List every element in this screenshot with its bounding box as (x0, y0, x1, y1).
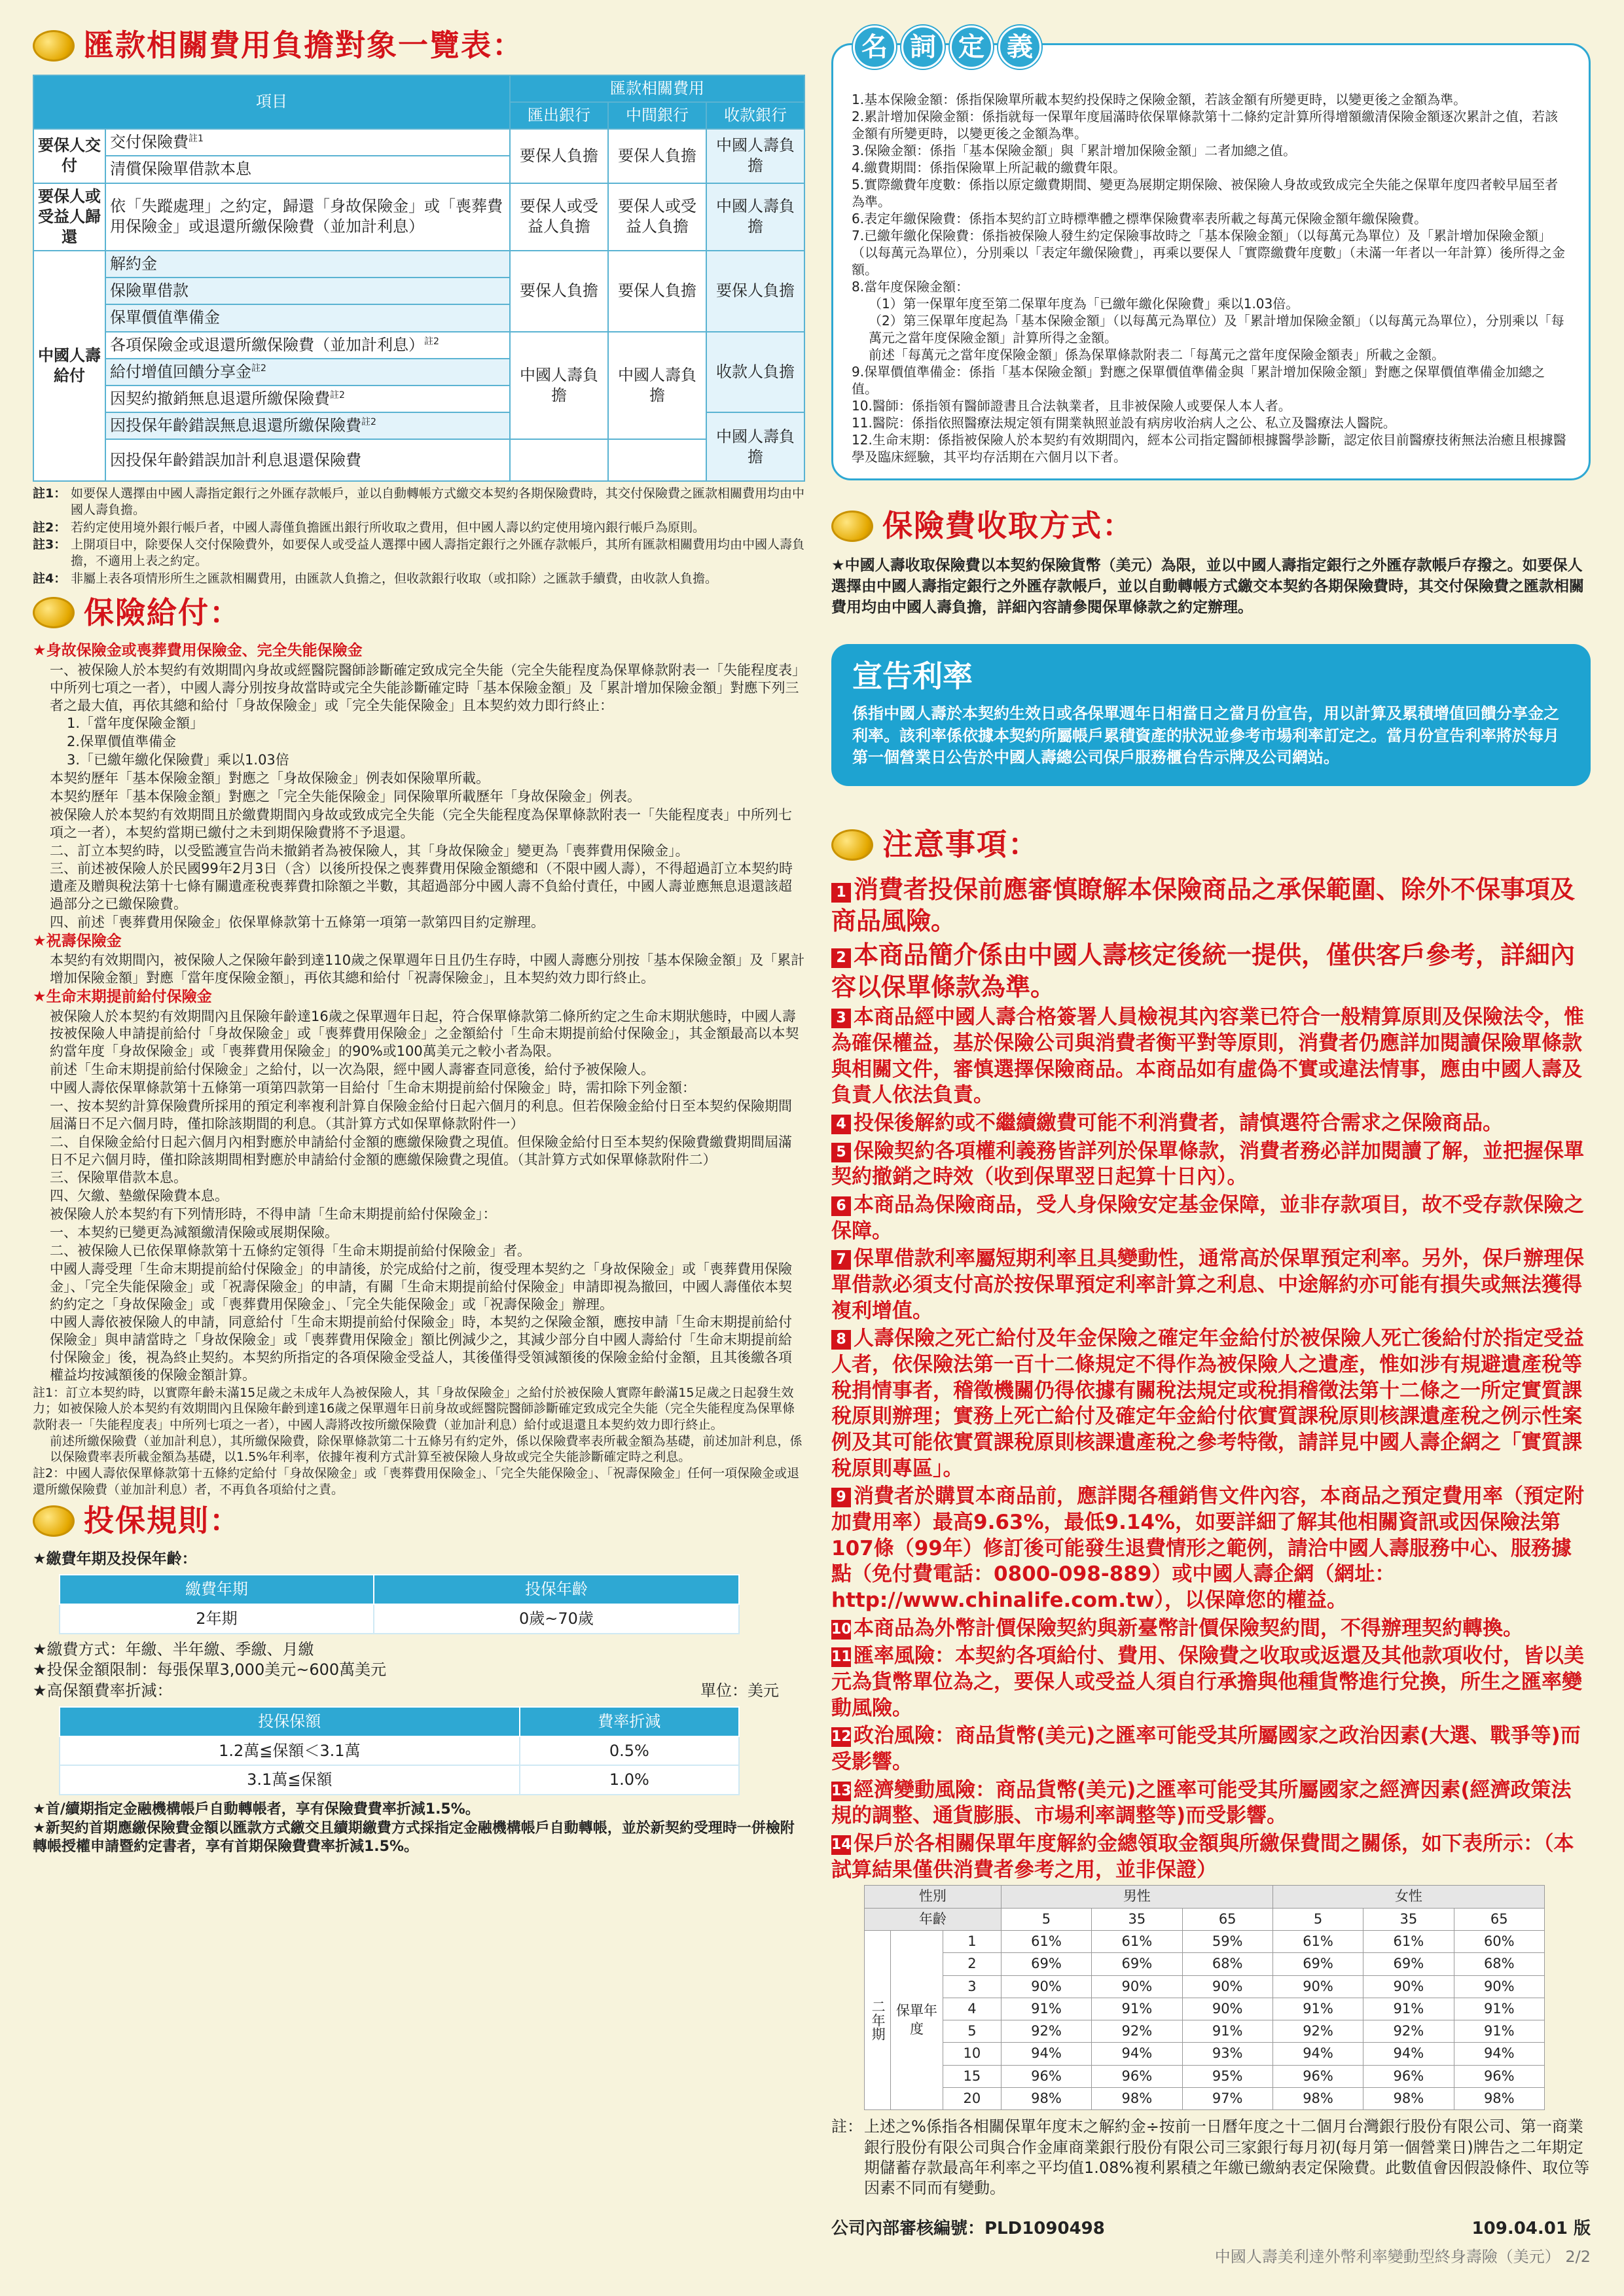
fee-cell (510, 439, 608, 481)
ratio-cell: 69% (1001, 1953, 1091, 1975)
ratio-cell: 94% (1272, 2043, 1363, 2065)
fee-collect-header (831, 507, 1591, 546)
discount-table-cell: 3.1萬≦保額 (60, 1765, 520, 1795)
benefit-body (33, 641, 805, 1498)
fee-head-col: 匯出銀行 (510, 102, 608, 129)
benefit-subtitle: ★祝壽保險金 (33, 932, 122, 950)
benefit-line: 本契約有效期間內，被保險人之保險年齡到達110歲之保單週年日且仍生存時，中國人壽應分別按「基本保險金額」及「累計增加保險金額」對應「當年度保險金額」，再依其總和給付「祝壽保險金」，且本契約效力即行終止。 (50, 952, 805, 986)
ratio-cell: 15 (943, 2065, 1001, 2087)
ratio-cell: 90% (1001, 1975, 1091, 1998)
invest-line: ★高保額費率折減： 單位：美元 (33, 1681, 779, 1700)
ratio-cell: 91% (1272, 1998, 1363, 2020)
ratio-cell: 90% (1363, 1975, 1454, 1998)
definition-item: 11.醫院：係指依照醫療法規定領有開業執照並設有病房收治病人之公、私立及醫療法人醫院。 (852, 415, 1396, 431)
benefit-line: 一、被保險人於本契約有效期間內身故或經醫院醫師診斷確定致成完全失能（完全失能程度為保單條款附表一「失能程度表」中所列七項之一者），中國人壽分別按身故當時或完全失能診斷確定時「基本保險金額」及「累計增加保險金額」對應下列三者之最大值，再依其總和給付「身故保險金」或「完全失能保險金」且本契約效力即行終止： (50, 662, 799, 713)
fee-cell: 要保人負擔 (608, 129, 706, 183)
benefit-line: 被保險人於本契約有效期間內且保險年齡達16歲之保單週年日起，符合保單條款第二條所約定之生命末期狀態時，中國人壽按被保險人申請提前給付「身故保險金」或「喪葬費用保險金」之金額給付「生命末期提前給付保險金」，其金額最高以本契約當年度「身故保險金」或「喪葬費用保險金」的90%或100萬美元之較小者為限。 (50, 1008, 799, 1060)
ratio-cell: 96% (1363, 2065, 1454, 2087)
number-badge: 10 (831, 1620, 851, 1640)
ratio-side: 保單年度 (891, 1931, 943, 2110)
fee-cell: 收款人負擔 (706, 332, 804, 413)
invest-line: ★首/續期指定金融機構帳戶自動轉帳者，享有保險費費率折減1.5%。 (33, 1801, 480, 1818)
ratio-cell: 61% (1363, 1931, 1454, 1953)
ratio-cell: 5 (943, 2020, 1001, 2043)
definition-item: 8.當年度保險金額： (852, 279, 969, 295)
benefit-header (33, 594, 805, 633)
ratio-cell: 3 (943, 1975, 1001, 1998)
fee-row-item: 因投保年齡錯誤加計利息退還保險費 (105, 439, 510, 481)
ratio-cell: 98% (1454, 2088, 1544, 2110)
invest-line: ★新契約首期應繳保險費金額以匯款方式繳交且續期繳費方式採指定金融機構帳戶自動轉帳，並於新契約受理時一併檢附轉帳授權申請暨約定書者，享有首期保險費費率折減1.5%。 (33, 1820, 795, 1856)
discount-table-cell: 1.2萬≦保額＜3.1萬 (60, 1736, 520, 1766)
definition-item: 2.累計增加保險金額：係指就每一保單年度屆滿時依保單條款第十二條約定計算所得增額繳清保險金額逐次累計之值，若該金額有所變更時，以變更後之金額為準。 (852, 109, 1559, 141)
definition-tag-char: 義 (998, 26, 1041, 69)
ratio-cell: 97% (1182, 2088, 1272, 2110)
fee-head-col: 收款銀行 (706, 102, 804, 129)
ratio-cell: 20 (943, 2088, 1001, 2110)
ratio-head: 女性 (1272, 1886, 1544, 1908)
number-badge: 6 (831, 1196, 851, 1216)
fee-cell: 中國人壽負擔 (706, 183, 804, 251)
definition-tag-char: 名 (853, 26, 896, 69)
ratio-cell: 90% (1454, 1975, 1544, 1998)
fee-row-label: 要保人或受益人歸還 (33, 183, 105, 251)
coin-icon (33, 30, 75, 62)
caution-item: 2 本商品簡介係由中國人壽核定後統一提供，僅供客戶參考，詳細內容以保單條款為準。 (831, 940, 1576, 1001)
ratio-cell: 91% (1092, 1998, 1182, 2020)
caution-item: 7 保單借款利率屬短期利率且具變動性，通常高於保單預定利率。另外，保戶辦理保單借款必須支付高於按保單預定利率計算之利息、中途解約亦可能有損失或無法獲得複利增值。 (831, 1247, 1584, 1323)
fee-head-item: 項目 (33, 75, 510, 129)
fee-note: 註1： 如要保人選擇由中國人壽指定銀行之外匯存款帳戶，並以自動轉帳方式繳交本契約各期保險費時，其交付保險費之匯款相關費用均由中國人壽負擔。 (33, 486, 805, 518)
ratio-cell: 90% (1182, 1975, 1272, 1998)
age-table-cell: 0歲~70歲 (374, 1604, 739, 1634)
benefit-line: 一、按本契約計算保險費所採用的預定利率複利計算自保險金給付日起六個月的利息。但若保險金給付日至本契約保險期間屆滿日不足六個月時，僅扣除該期間的利息。（其計算方式如保單條款附件一） (50, 1098, 792, 1132)
number-badge: 7 (831, 1250, 851, 1270)
caution-item: 9 消費者於購買本商品前，應詳閱各種銷售文件內容，本商品之預定費用率（預定附加費用率）最高9.63%，最低9.14%，如要詳細了解其他相關資訊或因保險法第107條（99年）修訂後可能發生退費情形之範例，請洽中國人壽服務中心、服務據點（免付費電話：0800-098-889）或中國人壽企網（網址：http://www.chinalife.com.tw），以保障您的權益。 (831, 1484, 1584, 1613)
benefit-line: 被保險人於本契約有下列情形時，不得申請「生命末期提前給付保險金」： (50, 1206, 497, 1223)
benefit-line: 1.「當年度保險金額」 (67, 715, 204, 732)
benefit-note: 註2：中國人壽依保單條款第十五條約定給付「身故保險金」或「喪葬費用保險金」、「完全失能保險金」、「祝壽保險金」任何一項保險金或退還所繳保險費（並加計利息）者，不再負各項給付之責。 (33, 1466, 800, 1497)
age-table (59, 1574, 740, 1634)
definition-item: 6.表定年繳保險費：係指本契約訂立時標準體之標準保險費率表所載之每萬元保險金額年繳保險費。 (852, 211, 1428, 226)
benefit-line: 二、訂立本契約時，以受監護宣告尚未撤銷者為被保險人，其「身故保險金」變更為「喪葬費用保險金」。 (50, 842, 689, 859)
caution-item: 12 政治風險：商品貨幣(美元)之匯率可能受其所屬國家之政治因素(大選、戰爭等)而受影響。 (831, 1724, 1581, 1774)
benefit-line: 中國人壽依保單條款第十五條第一項第四款第一目給付「生命末期提前給付保險金」時，需扣除下列金額： (50, 1080, 696, 1096)
ratio-cell: 94% (1363, 2043, 1454, 2065)
ratio-cell: 92% (1092, 2020, 1182, 2043)
ratio-cell: 59% (1182, 1931, 1272, 1953)
ratio-head: 性別 (865, 1886, 1001, 1908)
number-badge: 4 (831, 1115, 851, 1134)
fee-row-label: 要保人交付 (33, 129, 105, 183)
surrender-ratio-table (864, 1885, 1545, 2110)
ratio-cell: 96% (1092, 2065, 1182, 2087)
fee-section-title: 匯款相關費用負擔對象一覽表： (84, 27, 524, 63)
fee-cell (608, 439, 706, 481)
ratio-age: 65 (1182, 1908, 1272, 1930)
fee-cell: 中國人壽負擔 (608, 332, 706, 440)
definition-item: 5.實際繳費年度數：係指以原定繳費期間、變更為展期定期保險、被保險人身故或致成完全失能之保單年度四者較早屆至者為準。 (852, 177, 1559, 209)
ratio-cell: 98% (1001, 2088, 1091, 2110)
coin-icon (33, 597, 75, 628)
ratio-age: 65 (1454, 1908, 1544, 1930)
benefit-line: 四、欠繳、墊繳保險費本息。 (50, 1188, 228, 1204)
definition-item: 10.醫師：係指領有醫師證書且合法執業者，且非被保險人或要保人本人者。 (852, 398, 1291, 414)
number-badge: 9 (831, 1488, 851, 1507)
ratio-cell: 68% (1182, 1953, 1272, 1975)
ratio-age: 35 (1363, 1908, 1454, 1930)
ratio-head: 年齡 (865, 1908, 1001, 1930)
ratio-cell: 95% (1182, 2065, 1272, 2087)
ratio-cell: 92% (1363, 2020, 1454, 2043)
definition-item: 4.繳費期間：係指保險單上所記載的繳費年限。 (852, 160, 1127, 175)
ratio-cell: 96% (1001, 2065, 1091, 2087)
coin-icon (831, 511, 873, 542)
fee-row-item: 因投保年齡錯誤無息退還所繳保險費$^{註2}$ (105, 412, 510, 439)
coin-icon (33, 1505, 75, 1537)
ratio-side: 二年期 (865, 1931, 891, 2110)
fee-cell: 要保人或受益人負擔 (510, 183, 608, 251)
caution-item: 8 人壽保險之死亡給付及年金保險之確定年金給付於被保險人死亡後給付於指定受益人者，依保險法第一百十二條規定不得作為被保險人之遺產，惟如涉有規避遺產稅等稅捐情事者，稽徵機關仍得依據有關稅法規定或稅捐稽徵法第十二條之一所定實質課稅原則辦理；實務上死亡給付及確定年金給付依實質課稅原則核課遺產稅之例示性案例及其可能依實質課稅原則核課遺產稅之參考特徵，請詳見中國人壽企網之「實質課稅原則專區」。 (831, 1327, 1584, 1480)
fee-row-item: 清償保險單借款本息 (105, 156, 510, 183)
caution-item: 4 投保後解約或不繼續繳費可能不利消費者，請慎選符合需求之保險商品。 (831, 1111, 1591, 1137)
fee-cell: 要保人負擔 (510, 129, 608, 183)
definition-item: 9.保單價值準備金：係指「基本保險金額」對應之保單價值準備金與「累計增加保險金額」對應之保單價值準備金加總之值。 (852, 364, 1545, 397)
benefit-line: 二、自保險金給付日起六個月內相對應於申請給付金額的應繳保險費之現值。但保險金給付日至本契約保險費繳費期間屆滿日不足六個月時，僅扣除該期間相對應於申請給付金額的應繳保險費之現值。（其計算方式如保單條款附件二） (50, 1134, 792, 1168)
fee-collect-text: ★中國人壽收取保險費以本契約保險貨幣（美元）為限，並以中國人壽指定銀行之外匯存款帳戶存撥之。如要保人選擇由中國人壽指定銀行之外匯存款帳戶，並以自動轉帳方式繳交本契約各期保險費時，其交付保險費之匯款相關費用均由中國人壽負擔，詳細內容請參閱保單條款之約定辦理。 (831, 556, 1584, 617)
declared-rate-title: 宣告利率 (852, 658, 973, 694)
age-table-head: 投保年齡 (374, 1575, 739, 1604)
ratio-cell: 69% (1363, 1953, 1454, 1975)
number-badge: 11 (831, 1647, 851, 1667)
benefit-line: 中國人壽依被保險人的申請，同意給付「生命末期提前給付保險金」時，本契約之保險金額，應按申請「生命末期提前給付保險金」與申請當時之「身故保險金」或「喪葬費用保險金」額比例減少之，其減少部分自中國人壽給付「生命末期提前給付保險金」後，視為終止契約。本契約所指定的各項保險金受益人，其後僅得受領減額後的保險金給付金額，且其後繳各項權益均按減額後的保險金額計算。 (50, 1314, 792, 1384)
fee-table (33, 75, 805, 482)
declared-rate-box (831, 644, 1591, 786)
fee-head-col: 中間銀行 (608, 102, 706, 129)
benefit-line: 本契約歷年「基本保險金額」對應之「身故保險金」例表如保險單所載。 (50, 770, 490, 787)
ratio-cell: 61% (1001, 1931, 1091, 1953)
caution-item: 1 消費者投保前應審慎瞭解本保險商品之承保範圍、除外不保事項及商品風險。 (831, 874, 1576, 936)
invest-header (33, 1501, 805, 1541)
ratio-cell: 69% (1272, 1953, 1363, 1975)
fee-note: 註3： 上開項目中，除要保人交付保險費外，如要保人或受益人選擇中國人壽指定銀行之外匯存款帳戶，其所有匯款相關費用均由中國人壽負擔，不適用上表之約定。 (33, 537, 805, 569)
fee-notes (33, 486, 805, 586)
ratio-cell: 68% (1454, 1953, 1544, 1975)
ratio-cell: 91% (1454, 1998, 1544, 2020)
invest-line: ★投保金額限制：每張保單3,000美元~600萬美元 (33, 1660, 387, 1679)
fee-collect-title: 保險費收取方式： (882, 508, 1134, 543)
ratio-age: 5 (1272, 1908, 1363, 1930)
ratio-cell: 92% (1272, 2020, 1363, 2043)
ratio-age: 35 (1092, 1908, 1182, 1930)
invest-line: ★繳費方式：年繳、半年繳、季繳、月繳 (33, 1640, 314, 1659)
fee-cell: 要保人負擔 (510, 251, 608, 332)
definition-item: 12.生命末期：係指被保險人於本契約有效期間內，經本公司指定醫師根據醫學診斷，認定依目前醫療技術無法治癒且根據醫學及臨床經驗，其平均存活期在六個月以下者。 (852, 432, 1566, 465)
number-badge: 2 (831, 948, 851, 968)
benefit-line: 四、前述「喪葬費用保險金」依保單條款第十五條第一項第一款第四目約定辦理。 (50, 914, 545, 931)
invest-title: 投保規則： (84, 1503, 241, 1539)
caution-header (831, 825, 1591, 865)
fee-head-group: 匯款相關費用 (510, 75, 804, 102)
number-badge: 13 (831, 1782, 851, 1801)
ratio-head: 男性 (1001, 1886, 1272, 1908)
fee-row-item: 因契約撤銷無息退還所繳保險費$^{註2}$ (105, 386, 510, 412)
benefit-line: 被保險人於本契約有效期間且於繳費期間內身故或致成完全失能（完全失能程度為保單條款附表一「失能程度表」中所列七項之一者），本契約當期已繳付之未到期保險費將不予退還。 (50, 806, 792, 840)
caution-item: 3 本商品經中國人壽合格簽署人員檢視其內容業已符合一般精算原則及保險法令，惟為確保權益，基於保險公司與消費者衡平對等原則，消費者仍應詳加閱讀保險單條款與相關文件，審慎選擇保險商品。本商品如有虛偽不實或違法情事，應由中國人壽及負責人依法負責。 (831, 1005, 1584, 1107)
ratio-cell: 4 (943, 1998, 1001, 2020)
right-column (831, 20, 1591, 2267)
ratio-cell: 69% (1092, 1953, 1182, 1975)
caution-item: 14 保戶於各相關保單年度解約金總領取金額與所繳保費間之關係，如下表所示：（本試算結果僅供消費者參考之用，並非保證） (831, 1832, 1574, 1882)
benefit-line: 本契約歷年「基本保險金額」對應之「完全失能保險金」同保險單所載歷年「身故保險金」例表。 (50, 788, 641, 804)
caution-title: 注意事項： (882, 826, 1039, 862)
ratio-age: 5 (1001, 1908, 1091, 1930)
ratio-cell: 94% (1454, 2043, 1544, 2065)
number-badge: 8 (831, 1330, 851, 1350)
definition-item: 前述「每萬元之當年度保險金額」係為保單條款附表二「每萬元之當年度保險金額表」所載之金額。 (869, 347, 1445, 363)
ratio-cell: 91% (1001, 1998, 1091, 2020)
footer-codes (831, 2218, 1591, 2240)
ratio-cell: 61% (1092, 1931, 1182, 1953)
benefit-note: 註1：訂立本契約時，以實際年齡未滿15足歲之未成年人為被保險人，其「身故保險金」之給付於被保險人實際年齡滿15足歲之日起發生效力；如被保險人於本契約有效期間內且保險年齡到達16歲之保單週年日前身故或經醫院醫師診斷確定致成完全失能（完全失能程度為保單條款附表一「失能程度表」中所列七項之一者），中國人壽將改按所繳保險費（並加計利息）給付或退還且本契約效力即行終止。 (33, 1385, 795, 1432)
benefit-line: 3.「已繳年繳化保險費」乘以1.03倍 (67, 752, 289, 768)
benefit-subtitle: ★生命末期提前給付保險金 (33, 988, 212, 1006)
caution-item: 5 保險契約各項權利義務皆詳列於保單條款，消費者務必詳加閱讀了解，並把握保單契約撤銷之時效（收到保單翌日起算十日內）。 (831, 1139, 1584, 1189)
ratio-cell: 1 (943, 1931, 1001, 1953)
ratio-cell: 91% (1454, 2020, 1544, 2043)
ratio-footnote: 註： 上述之%係指各相關保單年度末之解約金÷按前一日曆年度之十二個月台灣銀行股份有限公司、第一商業銀行股份有限公司與合作金庫商業銀行股份有限公司三家銀行每月初(每月第一個營業日)牌告之二年期定期儲蓄存款最高年利率之平均值1.08%複利累積之年繳已繳納表定保險費。此數值會因假設條件、取位等因素不同而有變動。 (831, 2117, 1590, 2197)
discount-table-head: 投保保額 (60, 1707, 520, 1736)
ratio-cell: 90% (1182, 1998, 1272, 2020)
caution-item: 10 本商品為外幣計價保險契約與新臺幣計價保險契約間，不得辦理契約轉換。 (831, 1616, 1523, 1640)
discount-table-cell: 0.5% (520, 1736, 739, 1766)
ratio-cell: 91% (1182, 2020, 1272, 2043)
ratio-cell: 90% (1092, 1975, 1182, 1998)
fee-cell: 要保人負擔 (706, 251, 804, 332)
number-badge: 5 (831, 1143, 851, 1162)
fee-row-item: 交付保險費$^{註1}$ (105, 129, 510, 156)
caution-list (831, 874, 1591, 1884)
ratio-cell: 94% (1092, 2043, 1182, 2065)
ratio-cell: 98% (1363, 2088, 1454, 2110)
benefit-line: 2.保單價值準備金 (67, 734, 177, 750)
definition-box (831, 32, 1591, 480)
definition-item: （2）第三保單年度起為「基本保險金額」（以每萬元為單位）及「累計增加保險金額」（以每萬元為單位），分別乘以「每萬元之當年度保險金額」計算所得之金額。 (869, 313, 1564, 346)
number-badge: 12 (831, 1727, 851, 1747)
definition-item: 1.基本保險金額：係指保險單所載本契約投保時之保險金額，若該金額有所變更時，以變更後之金額為準。 (852, 92, 1467, 107)
fee-cell: 要保人負擔 (608, 251, 706, 332)
number-badge: 3 (831, 1009, 851, 1028)
ratio-cell: 98% (1092, 2088, 1182, 2110)
definition-tag-char: 定 (950, 26, 993, 69)
caution-item: 11 匯率風險：本契約各項給付、費用、保險費之收取或返還及其他款項收付，皆以美元為貨幣單位為之，要保人或受益人須自行承擔與他種貨幣進行兌換，所生之匯率變動風險。 (831, 1644, 1584, 1720)
benefit-line: 二、被保險人已依保單條款第十五條約定領得「生命末期提前給付保險金」者。 (50, 1242, 531, 1259)
internal-review-code: 公司內部審核編號：PLD1090498 (831, 2219, 1105, 2239)
fee-note: 註2： 若約定使用境外銀行帳戶者，中國人壽僅負擔匯出銀行所收取之費用，但中國人壽以約定使用境內銀行帳戶為原則。 (33, 520, 706, 535)
definition-item: 3.保險金額：係指「基本保險金額」與「累計增加保險金額」二者加總之值。 (852, 143, 1297, 158)
benefit-line: 中國人壽受理「生命末期提前給付保險金」的申請後，於完成給付之前，復受理本契約之「身故保險金」或「喪葬費用保險金」、「完全失能保險金」或「祝壽保險金」的申請，有關「生命末期提前給付保險金」申請即視為撤回，中國人壽僅依本契約約定之「身故保險金」或「喪葬費用保險金」、「完全失能保險金」或「祝壽保險金」辦理。 (50, 1261, 792, 1312)
coin-icon (831, 829, 873, 861)
ratio-cell: 96% (1454, 2065, 1544, 2087)
product-name-footer: 中國人壽美利達外幣利率變動型終身壽險（美元） 2/2 (1214, 2247, 1591, 2266)
ratio-cell: 93% (1182, 2043, 1272, 2065)
definition-tag (853, 26, 1047, 69)
fee-row-item: 各項保險金或退還所繳保險費（並加計利息）$^{註2}$ (105, 332, 510, 359)
number-badge: 1 (831, 883, 851, 903)
fee-row-item: 解約金 (105, 251, 510, 278)
benefit-subtitle: ★身故保險金或喪葬費用保險金、完全失能保險金 (33, 642, 363, 660)
ratio-cell: 98% (1272, 2088, 1363, 2110)
benefit-title: 保險給付： (84, 594, 241, 630)
fee-row-label: 中國人壽給付 (33, 251, 105, 481)
age-table-cell: 2年期 (60, 1604, 374, 1634)
left-column (33, 20, 805, 1857)
ratio-cell: 92% (1001, 2020, 1091, 2043)
ratio-cell: 90% (1272, 1975, 1363, 1998)
invest-subtitle: ★繳費年期及投保年齡： (33, 1550, 197, 1568)
fee-cell: 中國人壽負擔 (706, 129, 804, 183)
ratio-cell: 91% (1363, 1998, 1454, 2020)
ratio-cell: 96% (1272, 2065, 1363, 2087)
discount-table-head: 費率折減 (520, 1707, 739, 1736)
benefit-note: 前述所繳保險費（並加計利息），其所繳保險費，除保單條款第二十五條另有約定外，係以保險費率表所載金額為基礎，前述加計利息，係以保險費率表所載金額為基礎，以1.5%年利率，依據年複利方式計算至被保險人身故或完全失能診斷確定時之利息。 (50, 1433, 803, 1465)
definition-item: （1）第一保單年度至第二保單年度為「已繳年繳化保險費」乘以1.03倍。 (869, 296, 1299, 312)
ratio-cell: 2 (943, 1953, 1001, 1975)
ratio-cell: 60% (1454, 1931, 1544, 1953)
benefit-line: 一、本契約已變更為減額繳清保險或展期保險。 (50, 1225, 338, 1241)
ratio-cell: 10 (943, 2043, 1001, 2065)
fee-cell: 中國人壽負擔 (510, 332, 608, 440)
fee-row-item: 依「失蹤處理」之約定，歸還「身故保險金」或「喪葬費用保險金」或退還所繳保險費（並加計利息） (105, 183, 510, 251)
number-badge: 14 (831, 1835, 851, 1855)
fee-row-item: 保單價值準備金 (105, 304, 510, 331)
caution-item: 13 經濟變動風險：商品貨幣(美元)之匯率可能受其所屬國家之經濟因素(經濟政策法規的調整、通貨膨脹、市場利率調整等)而受影響。 (831, 1778, 1572, 1828)
fee-row-item: 給付增值回饋分享金$^{註2}$ (105, 359, 510, 386)
invest-body (33, 1550, 805, 1857)
fee-cell: 中國人壽負擔 (706, 412, 804, 481)
benefit-line: 前述「生命末期提前給付保險金」之給付，以一次為限，經中國人壽審查同意後，給付予被保險人。 (50, 1062, 655, 1078)
caution-item: 6 本商品為保險商品，受人身保險安定基金保障，並非存款項目，故不受存款保險之保障。 (831, 1193, 1584, 1243)
declared-rate-text: 係指中國人壽於本契約生效日或各保單週年日相當日之當月份宣告，用以計算及累積增值回饋分享金之利率。該利率係依據本契約所屬帳戶累積資產的狀況並參考市場利率訂定之。當月份宣告利率將於每月第一個營業日公告於中國人壽總公司保戶服務櫃台告示牌及公司網站。 (852, 704, 1559, 767)
ratio-cell: 61% (1272, 1931, 1363, 1953)
age-table-head: 繳費年期 (60, 1575, 374, 1604)
fee-row-item: 保險單借款 (105, 278, 510, 304)
definition-tag-char: 詞 (901, 26, 945, 69)
discount-table (59, 1706, 740, 1795)
ratio-cell: 94% (1001, 2043, 1091, 2065)
fee-section-header (33, 26, 805, 65)
definition-item: 7.已繳年繳化保險費：係指被保險人發生約定保險事故時之「基本保險金額」（以每萬元為單位）及「累計增加保險金額」（以每萬元為單位），分別乘以「表定年繳保險費」，再乘以要保人「實際繳費年度數」（未滿一年者以一年計算）後所得之金額。 (852, 228, 1565, 278)
benefit-line: 三、前述被保險人於民國99年2月3日（含）以後所投保之喪葬費用保險金額總和（不限中國人壽），不得超過訂立本契約時遺產及贈與稅法第十七條有關遺產稅喪葬費扣除額之半數，其超過部分中國人壽不負給付責任，中國人壽並應無息退還該超過部分之已繳保險費。 (50, 861, 793, 912)
benefit-line: 三、保險單借款本息。 (50, 1170, 187, 1186)
discount-table-cell: 1.0% (520, 1765, 739, 1795)
fee-cell: 要保人或受益人負擔 (608, 183, 706, 251)
version-label: 109.04.01 版 (1471, 2219, 1591, 2239)
fee-note: 註4： 非屬上表各項情形所生之匯款相關費用，由匯款人負擔之，但收款銀行收取（或扣除）之匯款手續費，由收款人負擔。 (33, 571, 718, 586)
